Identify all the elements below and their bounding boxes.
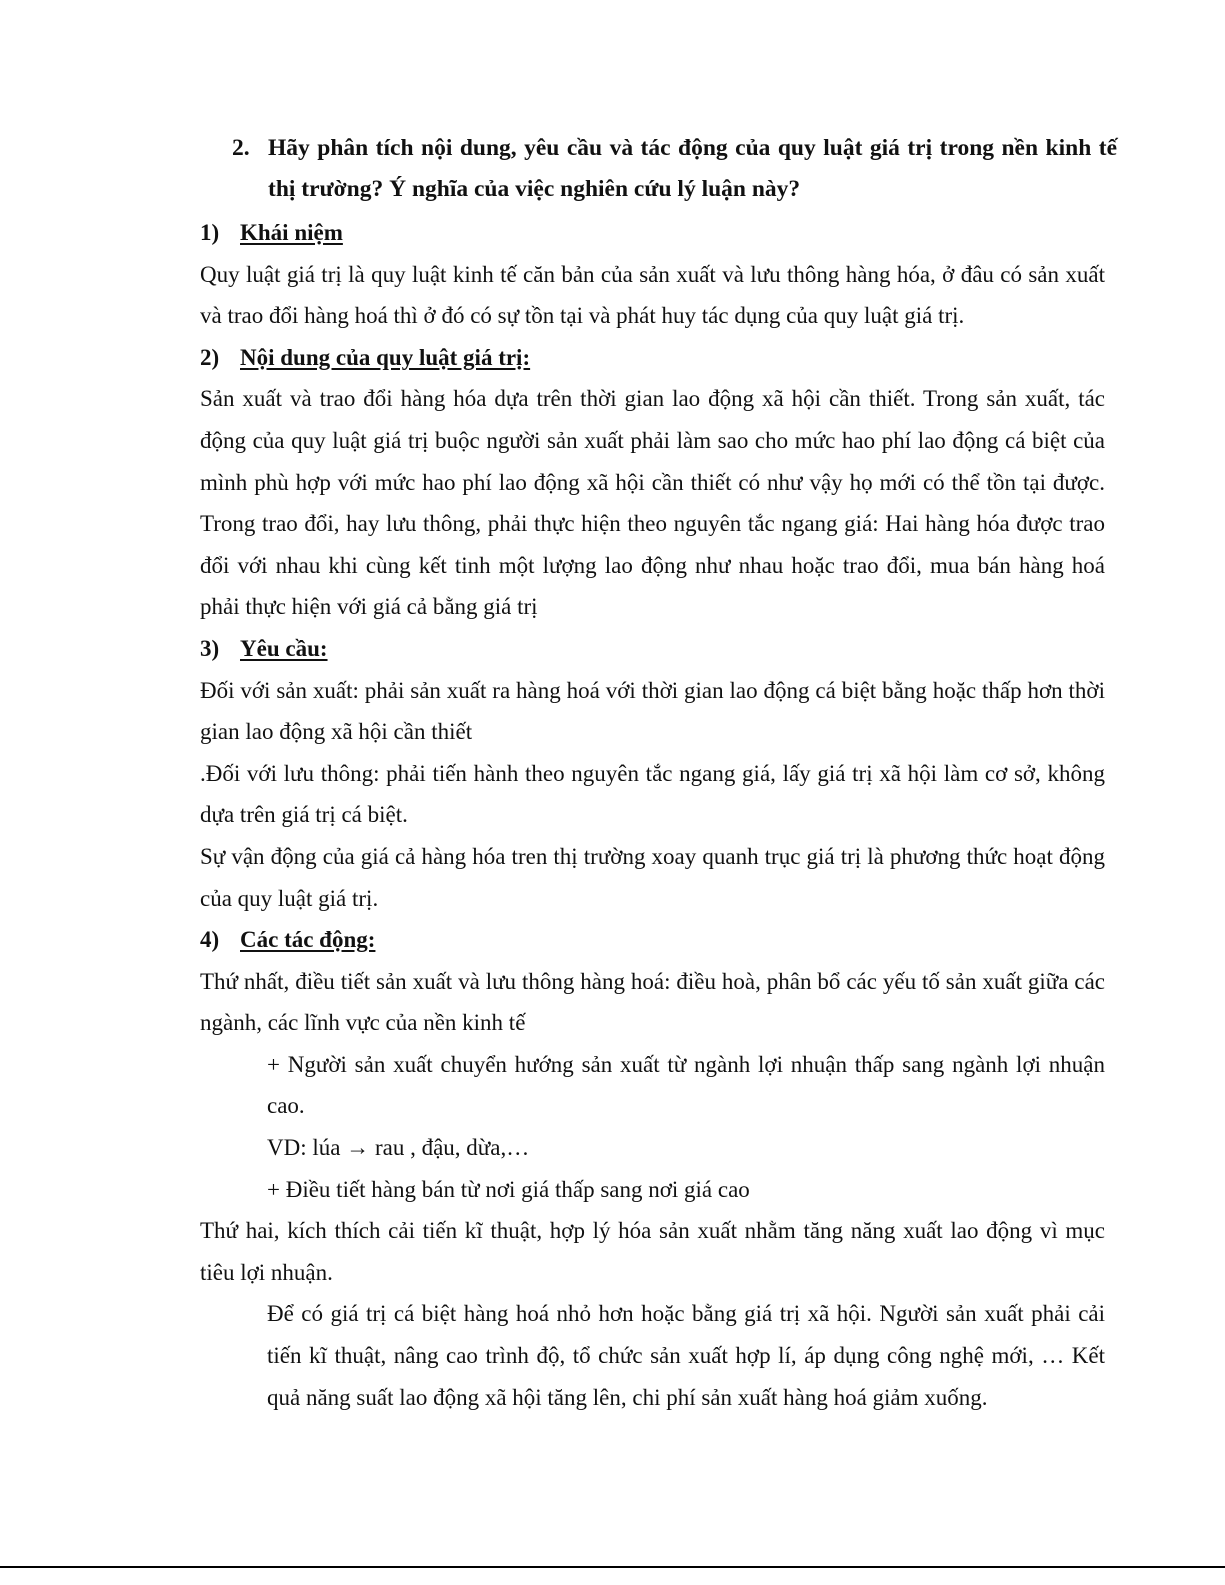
indented-paragraph: + Điều tiết hàng bán từ nơi giá thấp sang nơi giá cao: [267, 1176, 750, 1202]
section-heading-noi-dung: [200, 337, 1105, 379]
question-heading: [232, 128, 1117, 210]
question-number: 2.: [232, 135, 250, 161]
question-text: Hãy phân tích nội dung, yêu cầu và tác động của quy luật giá trị trong nền kinh tế thị trường? Ý nghĩa của việc nghiên cứu lý luận này?: [268, 135, 1117, 202]
section-number: 1): [200, 220, 220, 245]
section-heading-khai-niem: [200, 212, 1105, 254]
section-heading-yeu-cau: [200, 628, 1105, 670]
paragraph: Sản xuất và trao đổi hàng hóa dựa trên thời gian lao động xã hội cần thiết. Trong sản xuất, tác động của quy luật giá trị buộc người sản xuất phải làm sao cho mức hao phí lao động cá biệt của mình phù hợp với mức hao phí lao động xã hội cần thiết có như vậy họ mới có thể tồn tại được. Trong trao đổi, hay lưu thông, phải thực hiện theo nguyên tắc ngang giá: Hai hàng hóa được trao đổi với nhau khi cùng kết tinh một lượng lao động như nhau hoặc trao đổi, mua bán hàng hoá phải thực hiện với giá cả bằng giá trị: [200, 386, 1105, 620]
section-title: Yêu cầu:: [240, 635, 328, 661]
paragraph: Đối với sản xuất: phải sản xuất ra hàng hoá với thời gian lao động cá biệt bằng hoặc thấp hơn thời gian lao động xã hội cần thiết: [200, 677, 1105, 745]
section-title: Khái niệm: [240, 220, 343, 245]
section-number: 4): [200, 927, 220, 953]
document-body: [200, 212, 1105, 1418]
section-heading-tac-dong: [200, 919, 1105, 961]
indented-paragraph: VD: lúa → rau , đậu, dừa,…: [267, 1135, 530, 1161]
section-number: 3): [200, 635, 220, 661]
indented-paragraph: Để có giá trị cá biệt hàng hoá nhỏ hơn hoặc bằng giá trị xã hội. Người sản xuất phải cải tiến kĩ thuật, nâng cao trình độ, tổ chức sản xuất hợp lí, áp dụng công nghệ mới, … Kết quả năng suất lao động xã hội tăng lên, chi phí sản xuất hàng hoá giảm xuống.: [267, 1301, 1105, 1410]
section-number: 2): [200, 344, 220, 370]
paragraph: Thứ nhất, điều tiết sản xuất và lưu thông hàng hoá: điều hoà, phân bổ các yếu tố sản xuất giữa các ngành, các lĩnh vực của nền kinh tế: [200, 968, 1105, 1036]
section-title: Các tác động:: [240, 927, 376, 953]
indented-paragraph: + Người sản xuất chuyển hướng sản xuất từ ngành lợi nhuận thấp sang ngành lợi nhuận cao.: [267, 1051, 1105, 1119]
page-bottom-border: [0, 1566, 1225, 1568]
paragraph: Sự vận động của giá cả hàng hóa tren thị trường xoay quanh trục giá trị là phương thức hoạt động của quy luật giá trị.: [200, 843, 1105, 911]
paragraph: Quy luật giá trị là quy luật kinh tế căn bản của sản xuất và lưu thông hàng hóa, ở đâu có sản xuất và trao đổi hàng hoá thì ở đó có sự tồn tại và phát huy tác dụng của quy luật giá trị.: [200, 261, 1105, 329]
paragraph: Thứ hai, kích thích cải tiến kĩ thuật, hợp lý hóa sản xuất nhằm tăng năng xuất lao động vì mục tiêu lợi nhuận.: [200, 1218, 1105, 1285]
section-title: Nội dung của quy luật giá trị:: [240, 344, 531, 370]
paragraph: .Đối với lưu thông: phải tiến hành theo nguyên tắc ngang giá, lấy giá trị xã hội làm cơ sở, không dựa trên giá trị cá biệt.: [200, 760, 1105, 828]
